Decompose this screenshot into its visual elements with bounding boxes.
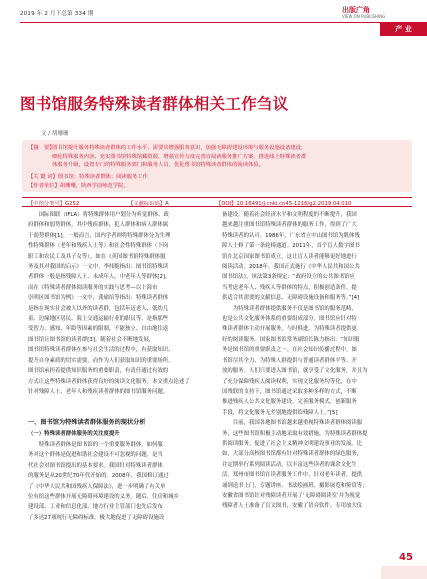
text-line: 提升自身素质的切实需要，而作为人们获取知识的重要场所， xyxy=(28,357,174,364)
text-line: 供适合其需要的文献信息、无障碍设施设备和服务等。”[4] xyxy=(222,295,360,302)
text-line: 而在《特殊读者群体阅读服务的实践与思考—以上海市 xyxy=(28,284,158,291)
text-line: 障人士修了第一条轮椅通道。2011年，首个盲人数字图书 xyxy=(222,243,360,250)
text-line: 目前，我国各地图书馆越来越重视特殊读者群体阅读服 xyxy=(222,420,363,427)
issue-info: 2019 年 2 月下总第 334 期 xyxy=(20,11,94,17)
text-line: 性特殊群体（老年和残疾人士等）和社会性特殊群体（下岗 xyxy=(28,243,169,250)
text-line: 童、边缘地区居民、海上交通运输行业的职员等。是指那些 xyxy=(28,316,169,323)
text-line: 崇明区图书馆为例》一文中，龚瑜培等指出：特殊读者群体 xyxy=(28,295,169,302)
text-line: 代社会对图书馆提出的基本要求。我国针对特殊读者群体 xyxy=(28,462,163,469)
text-line: 务及其对我国的启示》一文中，李炜脆指出：图书馆特殊读 xyxy=(28,264,169,271)
header-rule xyxy=(20,22,380,23)
text-line: 务是图书馆的重要职责之一。在社会知识传播过程中，图 xyxy=(222,347,357,354)
text-line: 也是公共文化服务体系的重要组成部分。图书馆应针对特 xyxy=(222,316,357,323)
abstract-line: 图书馆提升服务特殊读者群体的工作水平，需要其增强服务意识，加强无障碍建设环境与服务设施设备建设， xyxy=(52,145,307,151)
text-line: 务对这个群体是促进和谐社会建设不可忽视的问题。是当 xyxy=(28,452,163,459)
text-line: 图书馆且图书馆的读者群[3]。随着社会不断地发展， xyxy=(28,336,155,343)
text-line: 诵到送书上门、专题讲座、书法绘画班、摄影展览和鉴赏等； xyxy=(222,482,368,489)
text-line: 受智力、感知、年龄等因素的限制，不能独立、自由地往返 xyxy=(28,326,169,333)
text-line: 残障者人士准备了盲文图书，安徽了语音软件、专用放大仪 xyxy=(222,503,363,510)
section-heading: 一、图书馆为特殊读者群体服务的现状分析 xyxy=(28,419,146,426)
text-line: 越来越注重图书馆特殊读者群体的服务工作，得到了广大 xyxy=(222,222,357,229)
abstract-label: 【摘 要】 xyxy=(28,145,55,151)
text-line: 当考虑老年人、残疾人等群体的特点，积极创造条件，提 xyxy=(222,284,357,291)
text-line: 为特殊读者群体提供服务不仅是图书馆的服务范畴， xyxy=(222,305,357,312)
text-line: 如，大部分高校图书馆都有针对特殊读者群体的绿色服务， xyxy=(222,451,363,458)
doi: 【DOI】10.16491/j.cnki.cn45-1216/g2.2019.04.010 xyxy=(216,201,352,207)
text-line: 于弱势群体[1]。一般而言，国内学者则将特殊群体分为生理 xyxy=(28,232,171,239)
text-line: 特殊读者的认可。1986年，广东省立中山图书馆为肌体残 xyxy=(222,232,360,239)
subsection-heading: （一）特殊读者群体服务的关注度提升 xyxy=(28,431,120,437)
text-line: 活。郑州市图书馆在读者服务工作中，针对老年读者，提供 xyxy=(222,472,363,479)
text-line: 府群体和弱势群体。其中残疾群体、犯人群体和病人群体属 xyxy=(28,222,169,229)
text-line: 图书馆法》，该法第3条规定：“政府设立的公共图书馆应 xyxy=(222,274,355,281)
left-column xyxy=(28,210,216,397)
text-line: 并定期举行系列阅读活动，以丰富这些读者的课余文化生 xyxy=(222,461,357,468)
text-line: 殊读者群体主动开展服务，与时俱进，为特殊读者提供更 xyxy=(222,326,357,333)
text-line: 安徽省图书馆针对残障读者开展了‘无障碍阅读室’并为视觉 xyxy=(222,492,361,499)
brand-logo: 出版广角 xyxy=(342,6,370,14)
brand-subtitle: VIEW ON PUBLISHING xyxy=(342,14,386,19)
right-column xyxy=(222,210,412,512)
text-line: 位有给这些群体开展无障碍环境建设的义务。随后，住房和城乡 xyxy=(28,494,179,501)
article-author: 文 / 胡珊珊 xyxy=(41,131,69,137)
author-unit: 【作者单位】胡珊珊，陕西学前师范学院。 xyxy=(28,183,129,189)
section-tab: 产 业 xyxy=(380,22,427,36)
text-line: 职工和农民工及其子女等）。如在《英国图书馆特殊群体服 xyxy=(28,253,166,260)
text-line: 推进残疾人公共文化服务建设，完善服务模式，创新服务 xyxy=(222,399,357,406)
text-line: 建设部、工业和信息化部、地方行业主管部门也先后发布 xyxy=(28,504,163,511)
text-line: 国残联的支持下，图书馆通过采取多种多样的方式，不断 xyxy=(222,388,357,395)
text-line: 方式让这些特殊读者群体获得良好的阅读文化服务。本文重点论述了 xyxy=(28,378,190,385)
text-line: 务，这些图书馆积极主动地采取有效措施，为特殊读者群体提 xyxy=(222,430,368,437)
abstract-line: 体服务升级，设置专门的特殊服务部门和服务人员，优化图书馆特殊读者群体的阅读体验。 xyxy=(52,162,264,169)
page-number: 45 xyxy=(399,552,413,563)
document-code: 【文献标识码】A xyxy=(128,201,169,207)
text-line: 针对残障人士、老年人和残疾读者群体的图书馆服务问题。 xyxy=(28,388,169,395)
page-footer-bar xyxy=(381,566,427,579)
text-line: 供阅读服务。促进了社会主义精神文明建设事业的发展。比 xyxy=(222,440,363,447)
text-line: 手段，将文化服务无差别地提供给残障人士。”[5] xyxy=(222,409,338,416)
text-line: 阅读活动。2018年，我国正式施行《中华人民共和国公共 xyxy=(222,264,360,271)
text-line: 好的阅读服务。国家图书馆常务副馆长陈力指出：“知识服 xyxy=(222,336,360,343)
classification-number: 【中图分类号】G252 xyxy=(28,201,80,207)
text-line: 备建设。随着社会经济水平和文明程度的不断提升，我国 xyxy=(222,212,357,218)
text-line: 是指在现实社会被人以外的读者群，包括年迈老人、低幼儿 xyxy=(28,305,169,312)
left-column-continued xyxy=(28,440,216,523)
text-line: 书馆尽其全力，为特殊人群提供与普通读者群体平等、开 xyxy=(222,357,357,364)
article-title: 图书馆服务特殊读者群体相关工作刍议 xyxy=(20,95,289,113)
text-line: 了《中华人民共和国残疾人保障法》，进一步明确了有关单 xyxy=(28,483,166,490)
text-line: 的服务是从20世纪70年代开始的。2008年，我国修订通过 xyxy=(28,473,169,480)
text-line: 放的服务。人们只要进入图书馆，就享受了文化服务，并且为 xyxy=(222,368,368,375)
text-line: 图书馆特殊读者群体在参与社会生活的过程中，有获取知识、 xyxy=(28,347,174,354)
text-line: 图书馆承担着提供知识服务的重要职责，有责任通过有效的 xyxy=(28,368,169,375)
text-line: 国际图联（IFLA）将特殊群体用户划分为听觉群体、政 xyxy=(28,212,169,218)
keywords: 【关 键 词】图书馆；特殊读者群体；阅读服务工作 xyxy=(28,174,148,180)
abstract-line: 细化特殊服务内容。充实图书馆特殊馆藏资源，增强宣传力度完善盲阅读服务推广方案，推进线上特殊读者群 xyxy=(52,153,307,160)
text-line: 馆在北京国家图书馆成立，这让盲人读者能够更好地进行 xyxy=(222,253,357,260)
text-line: 了多达27项现行无障碍标准。极大地促进了无障碍设施设 xyxy=(28,514,165,521)
text-line: 者群体一般是指残障人士、未成年人、中老年人等群体[2]。 xyxy=(28,274,171,281)
text-line: 特殊读者群体是图书馆的一个重要服务群体，如何服 xyxy=(28,442,163,448)
text-line: 了充分保障残疾人阅读权利，实现文化服务均等化，在中 xyxy=(222,378,357,385)
